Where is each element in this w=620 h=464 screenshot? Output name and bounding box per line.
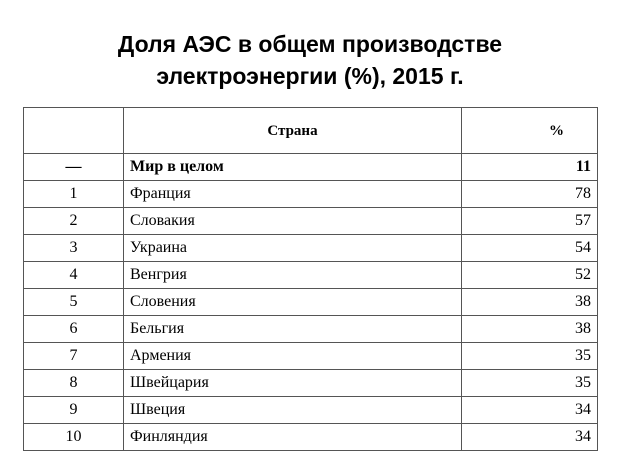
row-num: 4 [24,262,124,289]
row-country: Швейцария [124,370,462,397]
row-num: 6 [24,316,124,343]
row-num: 7 [24,343,124,370]
row-country: Франция [124,181,462,208]
table-row [24,262,598,289]
row-num: 2 [24,208,124,235]
header-num [24,108,124,154]
row-country: Венгрия [124,262,462,289]
row-percent: 35 [462,343,598,370]
world-num: — [24,154,124,181]
row-num: 1 [24,181,124,208]
world-percent: 11 [462,154,598,181]
table-row [24,181,598,208]
table-row [24,316,598,343]
row-percent: 35 [462,370,598,397]
row-country: Словения [124,289,462,316]
row-country: Финляндия [124,424,462,451]
row-percent: 38 [462,289,598,316]
table-row [24,424,598,451]
row-country: Швеция [124,397,462,424]
row-country: Бельгия [124,316,462,343]
row-percent: 38 [462,316,598,343]
row-num: 5 [24,289,124,316]
table-row [24,397,598,424]
world-row [24,154,598,181]
row-num: 3 [24,235,124,262]
row-country: Словакия [124,208,462,235]
table-row [24,343,598,370]
title-line-1: Доля АЭС в общем производстве [117,31,503,57]
nuclear-share-table [23,107,598,451]
title-line-2: электроэнергии (%), 2015 г. [156,63,464,89]
page-title [0,28,620,92]
table-row [24,289,598,316]
row-num: 9 [24,397,124,424]
header-percent: % [462,108,598,154]
row-num: 10 [24,424,124,451]
world-country: Мир в целом [124,154,462,181]
row-country: Армения [124,343,462,370]
row-percent: 34 [462,424,598,451]
row-percent: 57 [462,208,598,235]
table-row [24,208,598,235]
row-num: 8 [24,370,124,397]
header-country: Страна [124,108,462,154]
table-row [24,235,598,262]
row-percent: 78 [462,181,598,208]
row-percent: 52 [462,262,598,289]
row-percent: 34 [462,397,598,424]
row-percent: 54 [462,235,598,262]
table-row [24,370,598,397]
table-header-row [24,108,598,154]
row-country: Украина [124,235,462,262]
